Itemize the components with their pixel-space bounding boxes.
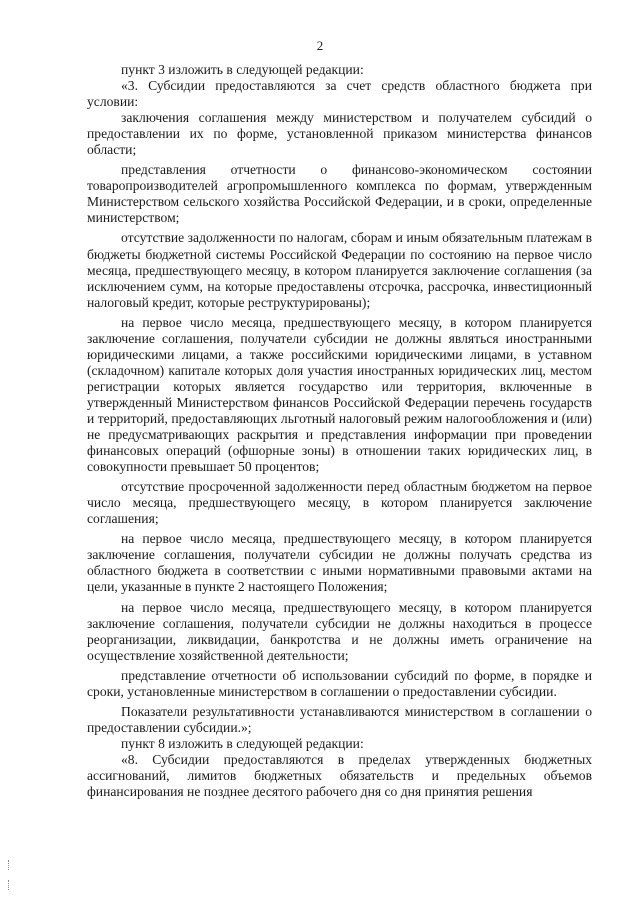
paragraph: отсутствие задолженности по налогам, сборам и иным обязательным платежам в бюджеты бюджетной системы Российской Федерации по состоянию на первое число месяца, предшествующего месяцу, в котором планируется заключение соглашения (за исключением сумм, на которые предоставлены отсрочка, рассрочка, инвестиционный налоговый кредит, которые реструктурированы); [87,230,592,310]
paragraph: пункт 3 изложить в следующей редакции: [121,62,364,77]
paragraph: на первое число месяца, предшествующего месяцу, в котором планируется заключение соглашения, получатели субсидии не должны находиться в процессе реорганизации, ликвидации, банкротства и не должны иметь ограничение на осуществление хозяйственной деятельности; [87,599,592,663]
scan-edge-mark [8,880,11,890]
paragraph: на первое число месяца, предшествующего месяцу, в котором планируется заключение соглашения, получатели субсидии не должны получать средства из областного бюджета в соответствии с иными нормативными правовыми актами на цели, указанные в пункте 2 настоящего Положения; [87,531,592,595]
paragraph: «8. Субсидии предоставляются в пределах утвержденных бюджетных ассигнований, лимитов бюджетных обязательств и предельных объемов финансирования не позднее десятого рабочего дня со дня принятия решения [87,751,592,800]
paragraph: Показатели результативности устанавливаются министерством в соглашении о предоставлении субсидии.»; [87,703,592,735]
scan-edge-mark [8,860,11,870]
paragraph: заключения соглашения между министерством и получателем субсидий о предоставлении их по форме, установленной приказом министерства финансов области; [87,110,592,158]
paragraph: на первое число месяца, предшествующего месяцу, в котором планируется заключение соглашения, получатели субсидии не должны являться иностранными юридическими лицами, а также российскими юридическими лицами, в уставном (складочном) капитале которых доля участия иностранных юридических лиц, местом регистрации которых является государство или территория, включенные в утвержденный Министерством финансов Российской Федерации перечень государств и территорий, предоставляющих льготный налоговый режим налогообложения и (или) не предусматривающих раскрытия и представления информации при проведении финансовых операций (офшорные зоны) в отношении таких юридических лиц, в совокупности превышает 50 процентов; [87,314,592,475]
document-body [87,62,592,800]
paragraph: представления отчетности о финансово-экономическом состоянии товаропроизводителей агропромышленного комплекса по формам, утвержденным Министерством сельского хозяйства Российской Федерации, и в сроки, определенные министерством; [87,162,592,226]
page-number: 2 [316,38,324,53]
paragraph: «3. Субсидии предоставляются за счет средств областного бюджета при условии: [87,78,592,110]
paragraph: отсутствие просроченной задолженности перед областным бюджетом на первое число месяца, предшествующего месяцу, в котором планируется заключение соглашения; [87,479,592,527]
paragraph: пункт 8 изложить в следующей редакции: [121,735,364,751]
paragraph: представление отчетности об использовании субсидий по форме, в порядке и сроки, установленные министерством в соглашении о предоставлении субсидии. [87,667,592,699]
